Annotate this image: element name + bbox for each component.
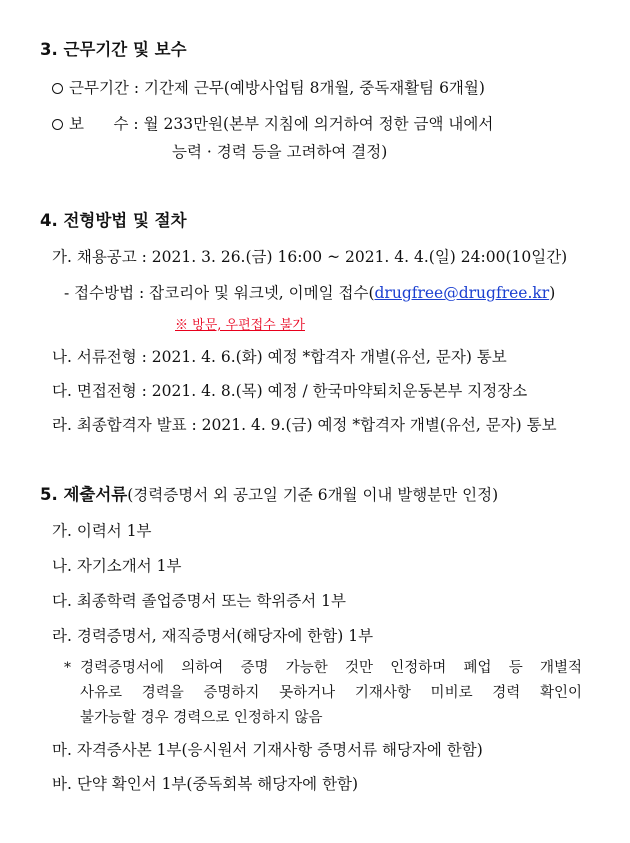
list-item (52, 626, 373, 646)
item-prefix: 라. (52, 627, 72, 645)
section-5-heading (40, 485, 498, 505)
work-period-label: 근무기간 : (69, 79, 140, 97)
work-period-row (52, 78, 485, 98)
circle-bullet-icon (52, 83, 63, 94)
section-4-heading: 4. 전형방법 및 절차 (40, 211, 187, 230)
item-prefix: 다. (52, 592, 72, 610)
item-text: 최종학력 졸업증명서 또는 학위증서 1부 (76, 592, 346, 610)
recruit-notice-text: 채용공고 : 2021. 3. 26.(금) 16:00 ~ 2021. 4. 4.(일) 24:00(10일간) (76, 248, 568, 266)
final-announcement-text: 최종합격자 발표 : 2021. 4. 9.(금) 예정 *합격자 개별(유선, 문자) 통보 (76, 416, 557, 434)
work-period-value: 기간제 근무(예방사업팀 8개월, 중독재활팀 6개월) (143, 79, 485, 97)
list-item (52, 774, 358, 794)
document-screening-text: 서류전형 : 2021. 4. 6.(화) 예정 *합격자 개별(유선, 문자) 통보 (76, 348, 507, 366)
item-text: 이력서 1부 (76, 522, 152, 540)
item-text: 단약 확인서 1부(중독회복 해당자에 한함) (76, 775, 359, 793)
section-5-note: (경력증명서 외 공고일 기준 6개월 이내 발행분만 인정) (127, 486, 499, 504)
pay-value-line2: 능력 · 경력 등을 고려하여 결정) (172, 143, 388, 161)
apply-close-paren: ) (549, 284, 556, 302)
footnote-text-1: 경력증명서에 의하여 증명 가능한 것만 인정하며 폐업 등 개별적 (80, 660, 582, 676)
item-prefix: 라. (52, 416, 72, 434)
footnote-line3: 불가능할 경우 경력으로 인정하지 않음 (80, 710, 323, 726)
notice-no-visit: ※ 방문, 우편접수 불가 (175, 318, 305, 333)
section-5-title: 5. 제출서류 (40, 485, 128, 504)
item-prefix: 나. (52, 557, 72, 575)
pay-label: 보 수 : (69, 115, 139, 133)
pay-value-line1: 월 233만원(본부 지침에 의거하여 정한 금액 내에서 (143, 115, 494, 133)
apply-method-label: - 접수방법 : (64, 284, 145, 302)
section-3-heading: 3. 근무기간 및 보수 (40, 40, 187, 59)
item-text: 경력증명서, 재직증명서(해당자에 한함) 1부 (76, 627, 374, 645)
footnote-line1 (80, 658, 582, 678)
pay-row (52, 114, 493, 134)
item-ga-row (52, 247, 567, 267)
email-link[interactable]: drugfree@drugfree.kr (374, 284, 550, 302)
apply-method-row (64, 283, 555, 303)
item-text: 자기소개서 1부 (76, 557, 182, 575)
item-prefix: 가. (52, 522, 72, 540)
list-item (52, 556, 181, 576)
footnote-line2 (80, 683, 582, 703)
item-prefix: 다. (52, 382, 72, 400)
list-item (52, 740, 483, 760)
list-item (52, 591, 346, 611)
footnote-asterisk: * (64, 660, 71, 676)
interview-text: 면접전형 : 2021. 4. 8.(목) 예정 / 한국마약퇴치운동본부 지정장소 (76, 382, 528, 400)
item-da-row (52, 381, 527, 401)
circle-bullet-icon (52, 119, 63, 130)
item-prefix: 마. (52, 741, 72, 759)
list-item (52, 521, 152, 541)
item-ra-row (52, 415, 557, 435)
item-prefix: 바. (52, 775, 72, 793)
item-na-row (52, 347, 507, 367)
item-text: 자격증사본 1부(응시원서 기재사항 증명서류 해당자에 한함) (76, 741, 483, 759)
item-prefix: 가. (52, 248, 72, 266)
apply-method-text: 잡코리아 및 워크넷, 이메일 접수( (149, 284, 375, 302)
item-prefix: 나. (52, 348, 72, 366)
footnote-text-2: 사유로 경력을 증명하지 못하거나 기재사항 미비로 경력 확인이 (80, 685, 582, 701)
